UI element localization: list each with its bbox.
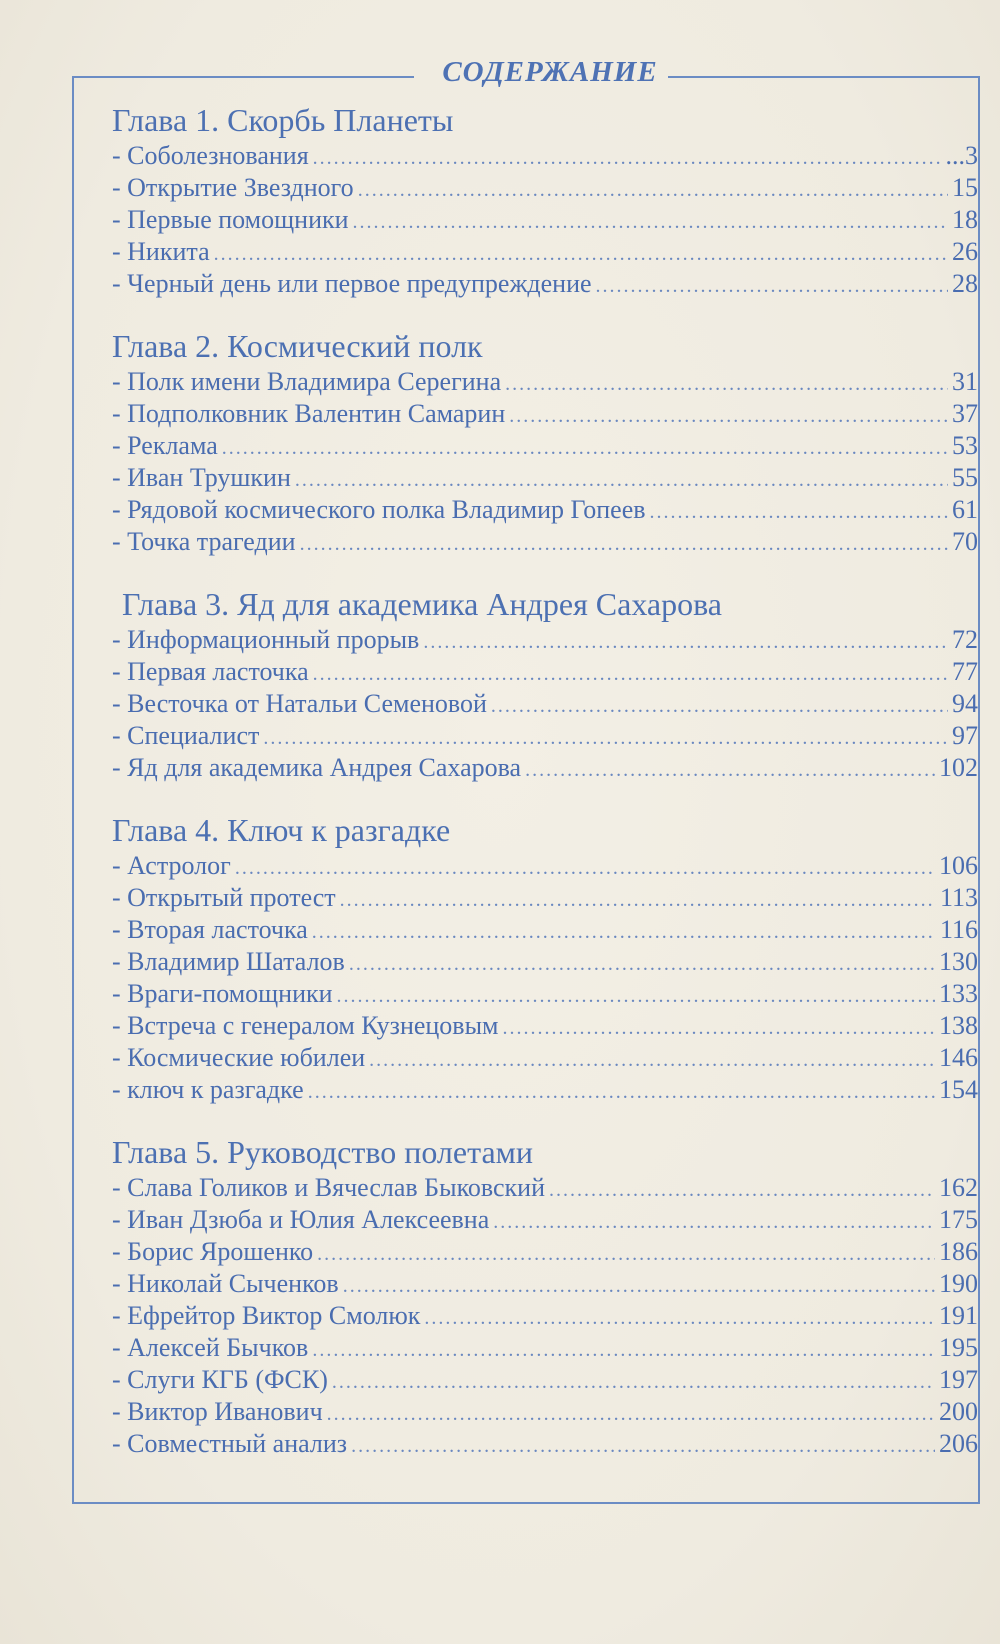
toc-entry xyxy=(112,268,978,300)
dot-leader xyxy=(509,400,948,432)
entry-title: - Первая ласточка xyxy=(112,657,309,686)
entry-page-number: 102 xyxy=(939,753,978,782)
chapter-title: Глава 1. Скорбь Планеты xyxy=(112,102,454,138)
chapter-5 xyxy=(112,1132,978,1460)
toc-entry xyxy=(112,1300,978,1332)
dot-leader xyxy=(353,206,948,238)
entry-page-number: 162 xyxy=(939,1173,978,1202)
entry-title: - Информационный прорыв xyxy=(112,625,420,654)
dot-leader xyxy=(235,852,935,884)
chapter-4 xyxy=(112,810,978,1106)
chapter-title: Глава 3. Яд для академика Андрея Сахарова xyxy=(122,586,722,622)
toc-entry xyxy=(112,1332,978,1364)
entry-page-number: 61 xyxy=(952,495,978,524)
entry-title: - Николай Сыченков xyxy=(112,1269,339,1298)
toc-entry xyxy=(112,172,978,204)
dot-leader xyxy=(312,916,936,948)
entry-page-number: 146 xyxy=(939,1043,978,1072)
entry-page-number: 138 xyxy=(939,1011,978,1040)
dot-leader xyxy=(300,528,948,560)
entry-page-number: 190 xyxy=(939,1269,978,1298)
dot-leader xyxy=(340,884,936,916)
entry-title: - Ефрейтор Виктор Смолюк xyxy=(112,1301,421,1330)
entry-page-number: 31 xyxy=(952,367,978,396)
contents-heading: СОДЕРЖАНИЕ xyxy=(442,56,658,88)
entry-title: - Рядовой космического полка Владимир Гопеев xyxy=(112,495,646,524)
entry-title: - Никита xyxy=(112,237,210,266)
dot-leader xyxy=(327,1398,935,1430)
dot-leader xyxy=(263,722,948,754)
entry-title: - Совместный анализ xyxy=(112,1429,348,1458)
frame-top-line-right xyxy=(668,76,980,78)
dot-leader xyxy=(222,432,948,464)
toc-entry xyxy=(112,624,978,656)
toc-entry xyxy=(112,720,978,752)
entry-title: - ключ к разгадке xyxy=(112,1075,304,1104)
chapter-title: Глава 5. Руководство полетами xyxy=(112,1134,534,1170)
toc-entry xyxy=(112,752,978,784)
dot-leader xyxy=(351,1430,935,1462)
chapter-2 xyxy=(112,326,978,558)
toc-entry xyxy=(112,366,978,398)
entry-title: - Открытый протест xyxy=(112,883,336,912)
toc-entry xyxy=(112,1268,978,1300)
entry-title: - Соболезнования xyxy=(112,141,309,170)
toc-entry xyxy=(112,494,978,526)
entry-title: - Подполковник Валентин Самарин xyxy=(112,399,506,428)
entry-page-number: 154 xyxy=(939,1075,978,1104)
dot-leader xyxy=(549,1174,935,1206)
dot-leader xyxy=(308,1076,935,1108)
entry-title: - Владимир Шаталов xyxy=(112,947,345,976)
dot-leader xyxy=(312,1334,935,1366)
dot-leader xyxy=(503,1012,935,1044)
toc-entry xyxy=(112,1010,978,1042)
entry-page-number: 28 xyxy=(952,269,978,298)
entry-title: - Первые помощники xyxy=(112,205,349,234)
entry-title: - Яд для академика Андрея Сахарова xyxy=(112,753,522,782)
entry-page-number: 15 xyxy=(952,173,978,202)
entry-page-number: 53 xyxy=(952,431,978,460)
toc-entry xyxy=(112,914,978,946)
dot-leader xyxy=(313,142,942,174)
entry-title: - Точка трагедии xyxy=(112,527,296,556)
entry-title: - Открытие Звездного xyxy=(112,173,354,202)
dot-leader xyxy=(424,1302,935,1334)
dot-leader xyxy=(493,1206,935,1238)
dot-leader xyxy=(332,1366,935,1398)
entry-page-number: 197 xyxy=(939,1365,978,1394)
dot-leader xyxy=(423,626,948,658)
dot-leader xyxy=(491,690,948,722)
entry-page-number: 133 xyxy=(939,979,978,1008)
toc-entry xyxy=(112,462,978,494)
toc-entry xyxy=(112,1396,978,1428)
entry-title: - Слуги КГБ (ФСК) xyxy=(112,1365,328,1394)
toc-entry xyxy=(112,882,978,914)
dot-leader xyxy=(650,496,948,528)
toc-entry xyxy=(112,850,978,882)
entry-title: - Алексей Бычков xyxy=(112,1333,309,1362)
frame-top-line-left xyxy=(72,76,414,78)
toc-entry xyxy=(112,526,978,558)
entry-title: - Черный день или первое предупреждение xyxy=(112,269,592,298)
entry-page-number: 26 xyxy=(952,237,978,266)
toc-entry xyxy=(112,1074,978,1106)
dot-leader xyxy=(317,1238,935,1270)
entry-page-number: 70 xyxy=(952,527,978,556)
toc-entry xyxy=(112,1236,978,1268)
entry-page-number: 113 xyxy=(939,883,978,912)
toc-entry xyxy=(112,1042,978,1074)
toc-entry xyxy=(112,430,978,462)
entry-page-number: ...3 xyxy=(945,141,978,170)
entry-title: - Астролог xyxy=(112,851,231,880)
entry-title: - Борис Ярошенко xyxy=(112,1237,314,1266)
entry-page-number: 72 xyxy=(952,625,978,654)
dot-leader xyxy=(313,658,948,690)
entry-title: - Иван Дзюба и Юлия Алексеевна xyxy=(112,1205,490,1234)
dot-leader xyxy=(214,238,948,270)
toc-entry xyxy=(112,946,978,978)
toc-entry xyxy=(112,978,978,1010)
entry-page-number: 186 xyxy=(939,1237,978,1266)
dot-leader xyxy=(343,1270,935,1302)
entry-page-number: 191 xyxy=(939,1301,978,1330)
entry-page-number: 37 xyxy=(952,399,978,428)
entry-title: - Встреча с генералом Кузнецовым xyxy=(112,1011,499,1040)
dot-leader xyxy=(596,270,948,302)
entry-page-number: 195 xyxy=(939,1333,978,1362)
entry-page-number: 175 xyxy=(939,1205,978,1234)
toc-entry xyxy=(112,656,978,688)
entry-title: - Слава Голиков и Вячеслав Быковский xyxy=(112,1173,546,1202)
toc-entry xyxy=(112,236,978,268)
entry-page-number: 106 xyxy=(939,851,978,880)
entry-page-number: 94 xyxy=(952,689,978,718)
entry-title: - Полк имени Владимира Серегина xyxy=(112,367,502,396)
dot-leader xyxy=(358,174,948,206)
toc-entry xyxy=(112,688,978,720)
dot-leader xyxy=(337,980,935,1012)
entry-title: - Виктор Иванович xyxy=(112,1397,323,1426)
entry-title: - Враги-помощники xyxy=(112,979,333,1008)
toc-entry xyxy=(112,204,978,236)
dot-leader xyxy=(525,754,935,786)
entry-title: - Реклама xyxy=(112,431,218,460)
entry-page-number: 77 xyxy=(952,657,978,686)
toc-entry xyxy=(112,1364,978,1396)
toc-entry xyxy=(112,398,978,430)
toc-entry xyxy=(112,1428,978,1460)
entry-title: - Весточка от Натальи Семеновой xyxy=(112,689,487,718)
chapter-3 xyxy=(112,584,978,784)
dot-leader xyxy=(349,948,935,980)
entry-title: - Иван Трушкин xyxy=(112,463,291,492)
entry-page-number: 97 xyxy=(952,721,978,750)
dot-leader xyxy=(505,368,948,400)
chapter-title: Глава 4. Ключ к разгадке xyxy=(112,812,451,848)
dot-leader xyxy=(369,1044,935,1076)
entry-page-number: 116 xyxy=(939,915,978,944)
entry-title: - Космические юбилеи xyxy=(112,1043,366,1072)
chapter-title: Глава 2. Космический полк xyxy=(112,328,483,364)
entry-page-number: 200 xyxy=(939,1397,978,1426)
toc-entry xyxy=(112,1172,978,1204)
entry-page-number: 130 xyxy=(939,947,978,976)
entry-title: - Специалист xyxy=(112,721,260,750)
toc-entry xyxy=(112,140,978,172)
entry-page-number: 55 xyxy=(952,463,978,492)
entry-page-number: 206 xyxy=(939,1429,978,1458)
toc-entry xyxy=(112,1204,978,1236)
entry-page-number: 18 xyxy=(952,205,978,234)
dot-leader xyxy=(295,464,948,496)
chapter-1 xyxy=(112,100,978,300)
entry-title: - Вторая ласточка xyxy=(112,915,308,944)
table-of-contents xyxy=(112,100,978,1486)
